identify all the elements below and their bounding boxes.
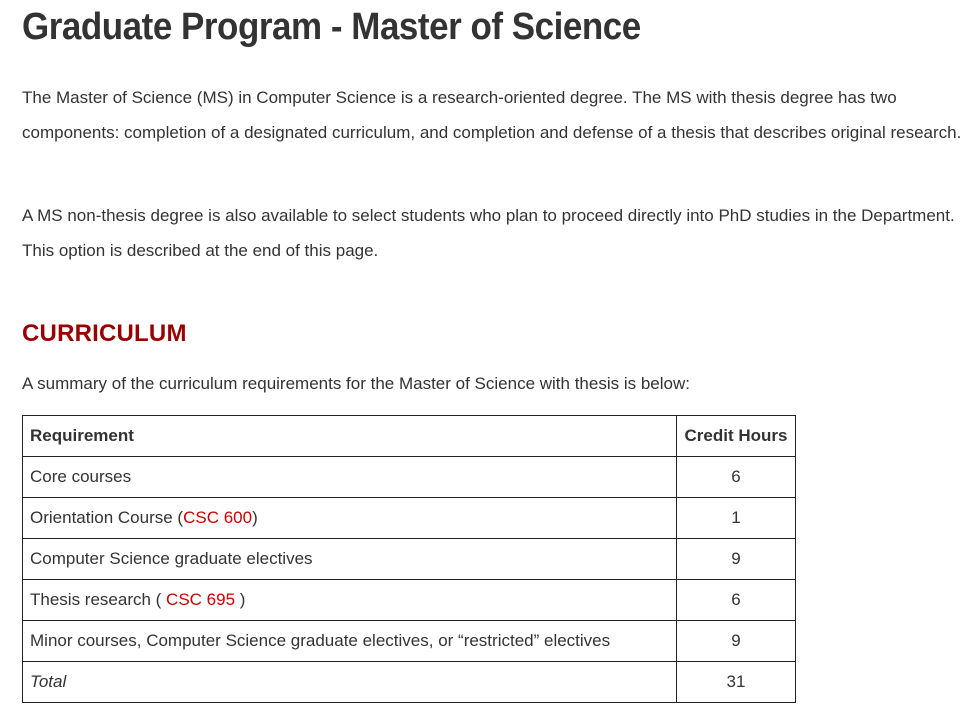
requirement-header: Requirement xyxy=(23,416,677,457)
total-credits: 31 xyxy=(677,662,796,703)
table-row xyxy=(23,457,796,498)
table-header-row xyxy=(23,416,796,457)
table-row xyxy=(23,498,796,539)
table-row xyxy=(23,621,796,662)
table-row xyxy=(23,539,796,580)
credits-cell: 9 xyxy=(677,621,796,662)
requirement-suffix: ) xyxy=(252,508,258,527)
requirement-cell: Minor courses, Computer Science graduate electives, or “restricted” electives xyxy=(23,621,677,662)
credit-hours-header: Credit Hours xyxy=(677,416,796,457)
curriculum-table xyxy=(22,415,796,703)
requirement-cell: Computer Science graduate electives xyxy=(23,539,677,580)
requirement-cell xyxy=(23,498,677,539)
credits-cell: 1 xyxy=(677,498,796,539)
requirement-prefix: Orientation Course ( xyxy=(30,508,184,527)
table-row xyxy=(23,580,796,621)
requirement-cell xyxy=(23,580,677,621)
requirement-prefix: Thesis research ( xyxy=(30,590,167,609)
credits-cell: 6 xyxy=(677,457,796,498)
csc-695-link[interactable]: CSC 695 xyxy=(166,590,236,609)
total-label: Total xyxy=(23,662,677,703)
requirement-cell: Core courses xyxy=(23,457,677,498)
curriculum-heading: CURRICULUM xyxy=(22,320,187,347)
intro-paragraph-1: The Master of Science (MS) in Computer Science is a research-oriented degree. The MS with thesis degree has two components: completion of a designated curriculum, and completion and defense of a thesis that describes original research. xyxy=(22,88,962,142)
requirement-suffix: ) xyxy=(235,590,246,609)
curriculum-summary: A summary of the curriculum requirements for the Master of Science with thesis is below: xyxy=(22,374,690,393)
intro-paragraph-2: A MS non-thesis degree is also available to select students who plan to proceed directly into PhD studies in the Department. This option is described at the end of this page. xyxy=(22,206,955,260)
credits-cell: 9 xyxy=(677,539,796,580)
page-title: Graduate Program - Master of Science xyxy=(22,6,641,48)
credits-cell: 6 xyxy=(677,580,796,621)
table-row-total xyxy=(23,662,796,703)
csc-600-link[interactable]: CSC 600 xyxy=(183,508,253,527)
